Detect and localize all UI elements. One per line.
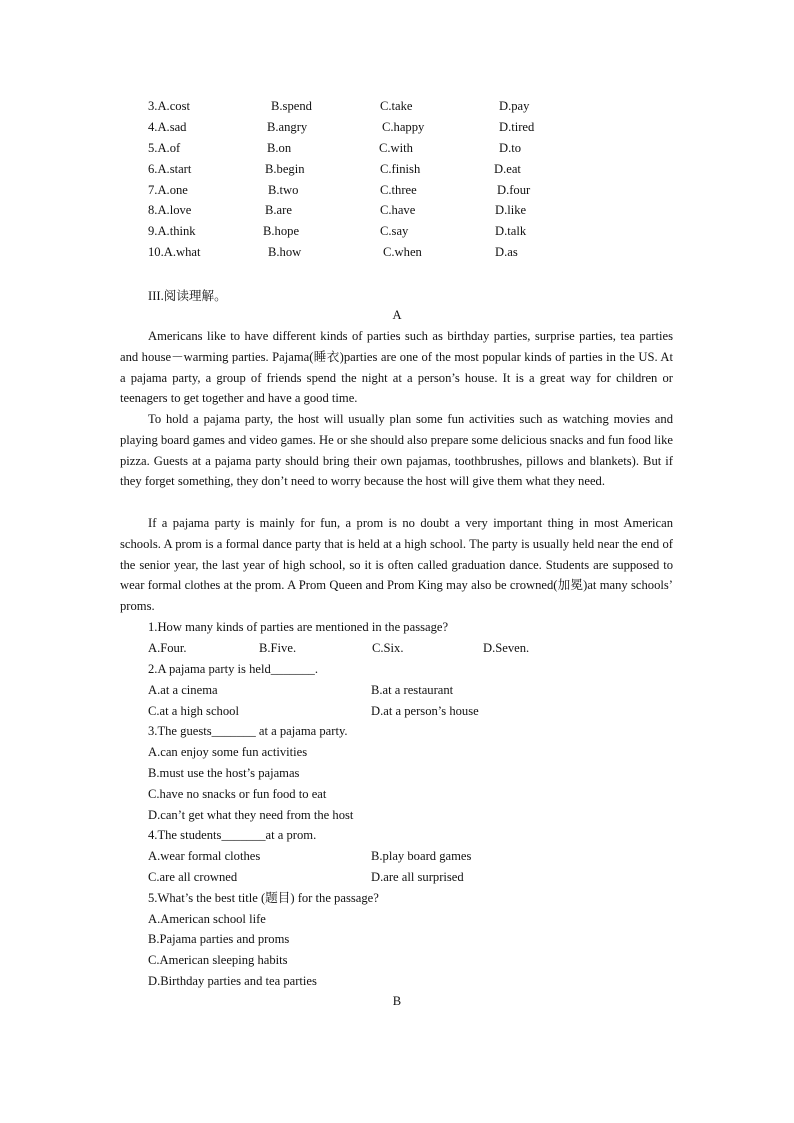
cloze-question-option-a: 8.A.love bbox=[148, 203, 192, 217]
question-1-stem: 1.How many kinds of parties are mentioned in the passage? bbox=[148, 620, 449, 634]
question-3-option-a: A.can enjoy some fun activities bbox=[148, 745, 308, 759]
cloze-option-c: C.finish bbox=[380, 162, 421, 176]
question-5-option-a: A.American school life bbox=[148, 912, 266, 926]
cloze-option-c: C.with bbox=[379, 141, 413, 155]
cloze-option-d: D.like bbox=[495, 203, 527, 217]
question-4-option-b: B.play board games bbox=[371, 849, 472, 863]
cloze-option-d: D.talk bbox=[495, 224, 527, 238]
cloze-question-option-a: 7.A.one bbox=[148, 183, 188, 197]
passage-a-paragraph-2: To hold a pajama party, the host will usually plan some fun activities such as watching movies and playing board games and video games. He or she should also prepare some delicious snacks and fun food like pizza. Guests at a pajama party should bring their own pajamas, toothbrushes, pillows and blankets). But if they forget something, they don’t need to worry because the host will give them what they need. bbox=[120, 412, 673, 489]
cloze-option-d: D.four bbox=[497, 183, 531, 197]
question-2-option-c: C.at a high school bbox=[148, 704, 239, 718]
question-3-stem: 3.The guests_______ at a pajama party. bbox=[148, 724, 348, 738]
cloze-question-option-a: 9.A.think bbox=[148, 224, 196, 238]
cloze-option-b: B.begin bbox=[265, 162, 305, 176]
question-1-option-a: A.Four. bbox=[148, 641, 187, 655]
question-1-option-d: D.Seven. bbox=[483, 641, 530, 655]
question-4-option-c: C.are all crowned bbox=[148, 870, 238, 884]
cloze-row bbox=[148, 180, 568, 200]
passage-b-letter: B bbox=[392, 994, 402, 1008]
passage-a-letter: A bbox=[392, 308, 402, 322]
cloze-option-d: D.pay bbox=[499, 99, 530, 113]
question-1-option-b: B.Five. bbox=[259, 641, 297, 655]
passage-a-paragraph-3: If a pajama party is mainly for fun, a prom is no doubt a very important thing in most American schools. A prom is a formal dance party that is held at a high school. The party is usually held near the end of the senior year, the last year of high school, so it is often called graduation dance. Students are supposed to wear formal clothes at the prom. A Prom Queen and Prom King may also be crowned(加冕)at many schools’ proms. bbox=[120, 516, 673, 614]
question-2-stem: 2.A pajama party is held_______. bbox=[148, 662, 318, 676]
cloze-question-option-a: 5.A.of bbox=[148, 141, 181, 155]
cloze-option-b: B.spend bbox=[271, 99, 312, 113]
cloze-option-d: D.to bbox=[499, 141, 522, 155]
question-2-option-d: D.at a person’s house bbox=[371, 704, 479, 718]
cloze-option-b: B.angry bbox=[267, 120, 308, 134]
cloze-option-c: C.say bbox=[380, 224, 409, 238]
cloze-question-option-a: 4.A.sad bbox=[148, 120, 187, 134]
passage-a-paragraph-1: Americans like to have different kinds of parties such as birthday parties, surprise parties, tea parties and house－warming parties. Pajama(睡衣)parties are one of the most popular kinds of parties in the US. At a pajama party, a group of friends spend the night at a person’s house. It is a great way for children or teenagers to get together and have a good time. bbox=[120, 329, 673, 406]
question-1-option-c: C.Six. bbox=[372, 641, 404, 655]
question-3-option-c: C.have no snacks or fun food to eat bbox=[148, 787, 327, 801]
cloze-option-c: C.happy bbox=[382, 120, 425, 134]
cloze-question-option-a: 6.A.start bbox=[148, 162, 192, 176]
cloze-option-d: D.as bbox=[495, 245, 518, 259]
section-title: III.阅读理解。 bbox=[148, 289, 227, 303]
cloze-row bbox=[148, 96, 568, 116]
cloze-option-b: B.two bbox=[268, 183, 299, 197]
cloze-option-d: D.tired bbox=[499, 120, 535, 134]
question-5-option-d: D.Birthday parties and tea parties bbox=[148, 974, 317, 988]
question-2-option-a: A.at a cinema bbox=[148, 683, 218, 697]
question-4-stem: 4.The students_______at a prom. bbox=[148, 828, 317, 842]
cloze-option-b: B.hope bbox=[263, 224, 300, 238]
cloze-option-b: B.on bbox=[267, 141, 292, 155]
cloze-row bbox=[148, 159, 568, 179]
cloze-option-b: B.are bbox=[265, 203, 292, 217]
cloze-option-c: C.when bbox=[383, 245, 422, 259]
question-4-option-a: A.wear formal clothes bbox=[148, 849, 261, 863]
question-5-stem: 5.What’s the best title (题目) for the passage? bbox=[148, 891, 379, 905]
cloze-option-d: D.eat bbox=[494, 162, 521, 176]
cloze-row bbox=[148, 242, 568, 262]
question-2-option-b: B.at a restaurant bbox=[371, 683, 454, 697]
cloze-question-option-a: 3.A.cost bbox=[148, 99, 190, 113]
question-3-option-b: B.must use the host’s pajamas bbox=[148, 766, 300, 780]
cloze-option-c: C.have bbox=[380, 203, 416, 217]
cloze-row bbox=[148, 221, 568, 241]
question-5-option-c: C.American sleeping habits bbox=[148, 953, 288, 967]
question-3-option-d: D.can’t get what they need from the host bbox=[148, 808, 354, 822]
cloze-option-c: C.three bbox=[380, 183, 417, 197]
cloze-question-option-a: 10.A.what bbox=[148, 245, 201, 259]
cloze-option-b: B.how bbox=[268, 245, 302, 259]
cloze-row bbox=[148, 200, 568, 220]
cloze-row bbox=[148, 117, 568, 137]
cloze-option-c: C.take bbox=[380, 99, 413, 113]
question-5-option-b: B.Pajama parties and proms bbox=[148, 932, 290, 946]
question-4-option-d: D.are all surprised bbox=[371, 870, 464, 884]
cloze-row bbox=[148, 138, 568, 158]
